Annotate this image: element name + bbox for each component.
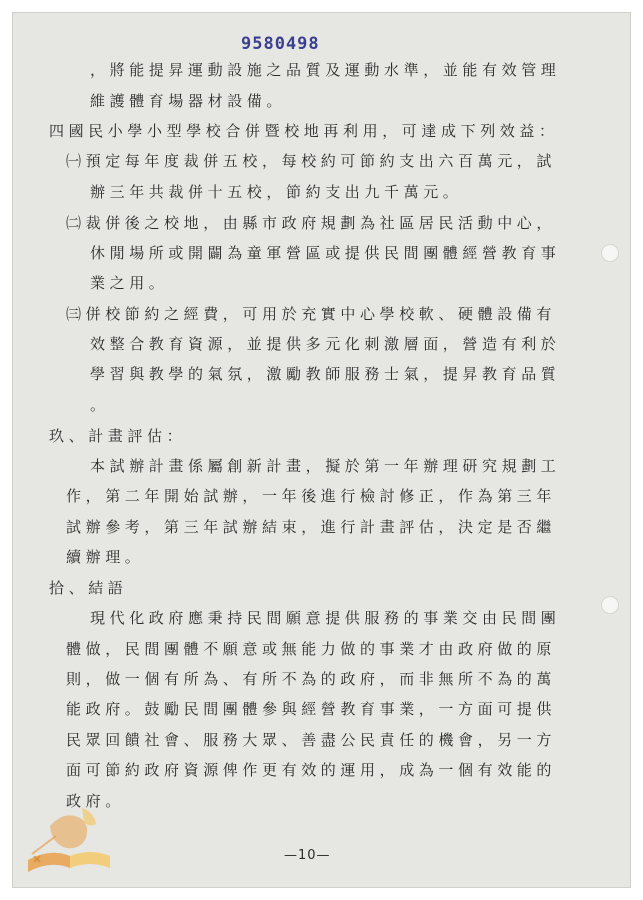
text-line-15: 作，第二年開始試辦，一年後進行檢討修正，作為第三年 bbox=[66, 487, 557, 505]
text-line-17: 續辦理。 bbox=[66, 548, 145, 566]
text-line-20: 體做，民間團體不願意或無能力做的事業才由政府做的原 bbox=[66, 640, 557, 658]
text-line-14: 本試辦計畫係屬創新計畫，擬於第一年辦理研究規劃工 bbox=[90, 457, 561, 475]
text-line-6: ㈡裁併後之校地，由縣市政府規劃為社區居民活動中心， bbox=[66, 214, 557, 232]
text-line-21: 則，做一個有所為、有所不為的政府，而非無所不為的萬 bbox=[66, 670, 557, 688]
text-line-24: 面可節約政府資源俾作更有效的運用，成為一個有效能的 bbox=[66, 761, 557, 779]
document-stamp-number: 9580498 bbox=[241, 34, 320, 54]
text-line-5: 辦三年共裁併十五校，節約支出九千萬元。 bbox=[90, 183, 463, 201]
text-line-12: 。 bbox=[90, 396, 110, 414]
text-line-16: 試辦參考，第三年試辦結束，進行計畫評估，決定是否繼 bbox=[66, 518, 557, 536]
text-line-25: 政府。 bbox=[66, 792, 125, 810]
punch-hole-bottom bbox=[601, 596, 619, 614]
document-page bbox=[12, 12, 631, 888]
section-heading-9: 玖、計畫評估： bbox=[49, 427, 187, 445]
text-line-11: 學習與教學的氣氛，激勵教師服務士氣，提昇教育品質 bbox=[90, 365, 561, 383]
text-line-7: 休閒場所或開闢為童軍營區或提供民間團體經營教育事 bbox=[90, 244, 561, 262]
text-line-19: 現代化政府應秉持民間願意提供服務的事業交由民間團 bbox=[90, 609, 561, 627]
text-line-8: 業之用。 bbox=[90, 274, 169, 292]
punch-hole-top bbox=[601, 244, 619, 262]
text-line-22: 能政府。鼓勵民間團體參與經營教育事業，一方面可提供 bbox=[66, 700, 557, 718]
book-with-taiwan-map-logo-icon bbox=[20, 798, 116, 878]
text-line-10: 效整合教育資源，並提供多元化刺激層面，營造有利於 bbox=[90, 335, 561, 353]
text-line-1: ，將能提昇運動設施之品質及運動水準，並能有效管理 bbox=[90, 61, 561, 79]
section-heading-4: 四國民小學小型學校合併暨校地再利用，可達成下列效益： bbox=[49, 122, 559, 140]
page-number: —10— bbox=[284, 848, 331, 863]
text-line-2: 維護體育場器材設備。 bbox=[90, 92, 287, 110]
text-line-4: ㈠預定每年度裁併五校，每校約可節約支出六百萬元，試 bbox=[66, 152, 557, 170]
text-line-9: ㈢併校節約之經費，可用於充實中心學校軟、硬體設備有 bbox=[66, 305, 557, 323]
text-line-23: 民眾回饋社會、服務大眾、善盡公民責任的機會，另一方 bbox=[66, 731, 557, 749]
section-heading-10: 拾、結語 bbox=[49, 579, 128, 597]
